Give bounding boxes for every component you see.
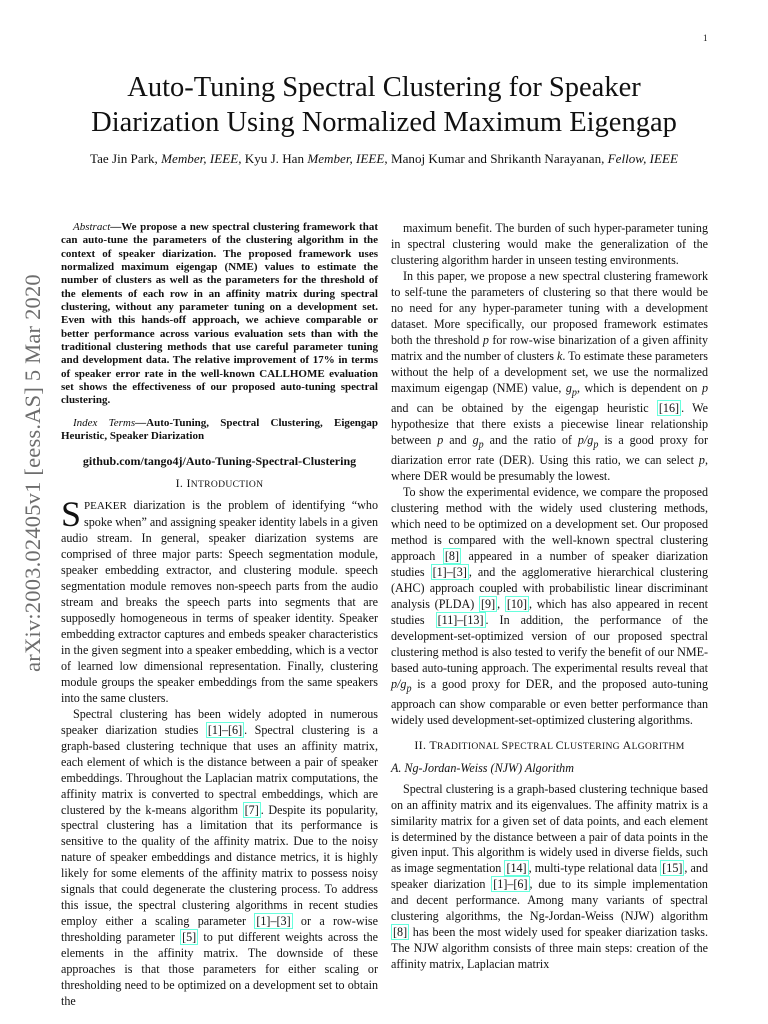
drop-cap: S [61,494,82,535]
section-number: I. [175,476,187,491]
text: , due to its simple implementation and decent performance. Among many variants of spectral clustering algorithms, the Ng-Jordan-Weiss (NJW) algorithm [391,877,708,924]
citation-link[interactable]: [5] [182,930,197,945]
math-var: p/g [577,432,594,447]
author-name: Tae Jin Park, [90,151,162,166]
section-title-rest: PECTRAL [508,740,556,752]
citation-link[interactable]: [9] [481,596,496,611]
math-var: p [437,432,444,447]
math-var: p/g [391,676,407,691]
lead-word: PEAKER [84,500,127,513]
text: In this paper, we propose a new spectral clustering framework to self-tune the parameters of clustering so that there would be no need for any hyper-parameter tuning with a development dataset. More specifically, our proposed framework estimates both the threshold [391,268,708,347]
subsection-heading-njw: A. Ng-Jordan-Weiss (NJW) Algorithm [391,760,574,775]
text: for row-wise binarization of a given affinity matrix and the number of clusters [391,332,709,363]
section-title-rest: NTRODUCTION [190,479,264,491]
text: . Spectral clustering is a graph-based clustering technique that uses an affinity matrix, each element of which is the distance between a pair of speaker embeddings. Throughout the Laplacian matrix computations, the affinity matrix is converted to spectral embeddings, which are clustered by the k-means algorithm [61,722,378,817]
math-subscript: p [593,439,599,451]
citation-link[interactable]: [16] [658,400,680,415]
text: . To estimate these parameters without the help of a development set, we use the normalized maximum eigengap (NME) value, [391,348,709,395]
author-list [0,151,768,167]
math-subscript: p [406,682,412,694]
text: Spectral clustering is a graph-based clustering technique based on an affinity matrix and its eigenvalues. The affinity matrix is a similarity matrix for a given set of data points, and each element is determined by the distance between a pair of data points in the given input. This algorithm is widely used in diverse fields, such as image segmentation [391,781,708,876]
section-heading-introduction [61,476,378,493]
math-var: p [698,453,705,468]
text: , [497,596,505,611]
section-title-initial: T [429,737,438,752]
text: . Despite its popularity, spectral clustering has a limitation that its performance is sensitive to the quality of the affinity matrix. Due to the noisy nature of speaker embeddings and distance metrics, it is highly likely for some elements of the affinity matrix to possess noisy signals that could degenerate the clustering process. To address this issue, the spectral clustering algorithms in recent studies employ either a scaling parameter [61,802,378,929]
citation-link[interactable]: [8] [444,548,459,563]
author-role: Member, IEEE [307,151,385,166]
math-subscript: p [571,386,577,398]
section-title-initial: A [622,737,632,752]
text: , which has also appeared in recent studies [391,596,709,627]
math-var: g [472,432,479,447]
math-var: p [701,380,708,395]
section-title-rest: LUSTERING [563,740,623,752]
page-number: 1 [703,33,708,43]
right-column [391,221,708,973]
citation-link[interactable]: [1]–[3] [256,914,291,929]
citation-link[interactable]: [8] [393,925,408,940]
text: and the ratio of [483,432,578,447]
section-title-initial: I [186,476,191,491]
paper-title [0,70,768,140]
text: To show the experimental evidence, we compare the proposed clustering method with the widely used clustering methods, which need to be optimized on a development set. Our proposed method is compared with the well-known spectral clustering approach [391,485,708,563]
citation-link[interactable]: [15] [662,861,683,876]
citation-link[interactable]: [1]–[6] [207,722,243,737]
math-var: g [565,380,572,395]
text: is a good proxy for DER, and the proposed auto-tuning approach can show comparable or even better performance than widely used development-set-optimized clustering algorithms. [391,676,708,727]
left-column [61,221,378,1010]
index-terms [61,417,378,444]
title-line-1: Auto-Tuning Spectral Clustering for Speaker [127,72,641,103]
citation-link[interactable]: [11]–[13] [437,612,484,627]
text: , multi-type relational data [528,861,661,876]
author-name: , Kyu J. Han [238,151,308,166]
text: has been the most widely used for speaker diarization tasks. The NJW algorithm consists of three main steps: creation of the affinity matrix, Laplacian matrix [391,925,708,972]
text: or a row-wise thresholding parameter [61,914,379,945]
section-title-rest: RADITIONAL [437,740,502,752]
math-var: k [556,348,563,363]
github-link[interactable]: github.com/tango4j/Auto-Tuning-Spectral-Clustering [82,453,357,468]
arxiv-id: arXiv:2003.02405v1 [eess.AS] 5 Mar 2020 [20,274,45,672]
section-heading-traditional [391,738,708,755]
text: , which is dependent on [576,380,702,395]
section-title-rest: LGORITHM [631,740,685,752]
intro-paragraph-1 [61,494,378,706]
abstract-text: —We propose a new spectral clustering framework that can auto-tune the parameters of the clustering algorithm in the context of speaker diarization. The proposed framework uses normalized maximum eigengap (NME) values to estimate the number of clusters as well as the parameters for the threshold of the elements of each row in an affinity matrix during spectral clustering, without any parameter tuning on a development set. Even with this hands-off approach, we achieve comparable or better performance across various evaluation sets than with the traditional clustering methods that use careful parameter tuning and development data. The relative improvement of 17% in terms of speaker error rate in the well-known CALLHOME evaluation set shows the effectiveness of our proposed auto-tuning spectral clustering. [61,221,378,407]
math-var: p [482,332,489,347]
index-terms-text: —Auto-Tuning, Spectral Clustering, Eigengap Heuristic, Speaker Diarization [61,416,378,443]
citation-link[interactable]: [10] [506,596,528,611]
text: , and the agglomerative hierarchical clustering (AHC) approach coupled with probabilistic linear discriminant analysis (PLDA) [391,564,708,611]
abstract-label: Abstract [73,221,111,233]
citation-link[interactable]: [14] [506,861,527,876]
index-terms-label: Index Terms [73,416,136,429]
text: to put different weights across the elements in the affinity matrix. The downside of these approaches is that those parameters for either scaling or thresholding need to be optimized on a development set to obtain the [61,930,378,1008]
paragraph-text: diarization is the problem of identifying “who spoke when” and assigning speaker identity labels in a given audio stream. In general, speaker diarization systems are comprised of three major parts: Speech segmentation module, speaker embedding extractor, and clustering module. speech segmentation module removes non-speech parts from the audio stream and breaks the speech parts into segments that are supposedly homogeneous in terms of speaker identity. Speaker embedding extractor captures and embeds speaker characteristics in the given segment into a speaker embedding, which is a vector of learned low dimensional representation. Finally, clustering module groups the speaker embeddings from the same speakers into the same clusters. [61,498,378,705]
text: is a good proxy for diarization error rate (DER). Using this ratio, we can select [391,432,709,468]
arxiv-watermark [16,268,50,678]
citation-link[interactable]: [1]–[3] [432,564,467,579]
text: appeared in a number of speaker diarization studies [391,548,708,579]
title-line-2: Diarization Using Normalized Maximum Eigengap [91,107,677,138]
author-role: Member, IEEE [161,151,239,166]
citation-link[interactable]: [7] [244,802,259,817]
section-number: II. [414,737,430,752]
section-title-initial: S [501,737,509,752]
text: , and speaker diarization [391,861,708,892]
text: and [443,432,473,447]
paragraph-njw [391,782,708,973]
abstract [61,221,378,408]
text: . In addition, the performance of the development-set-optimized version of our proposed spectral clustering method is also tested to verify the benefit of our NME-based auto-tuning approach. The experimental results reveal that [391,612,709,675]
author-name: , Manoj Kumar and Shrikanth Narayanan, [384,151,608,166]
text: and can be obtained by the eigengap heuristic [391,400,657,415]
math-subscript: p [478,439,484,451]
author-role: Fellow, IEEE [607,151,678,166]
text: . We hypothesize that there exists a piecewise linear relationship between [391,400,708,447]
citation-link[interactable]: [1]–[6] [493,877,528,892]
text: Spectral clustering has been widely adopted in numerous speaker diarization studies [61,706,378,737]
paragraph-continued: maximum benefit. The burden of such hyper-parameter tuning in spectral clustering would make the generalization of the clustering algorithm harder in unseen testing environments. [391,221,708,267]
paragraph-proposal [391,269,708,485]
intro-paragraph-2 [61,707,378,1010]
section-title-initial: C [555,737,564,752]
paragraph-experiments [391,485,708,729]
text: , where DER would be presumably the lowest. [391,453,708,484]
